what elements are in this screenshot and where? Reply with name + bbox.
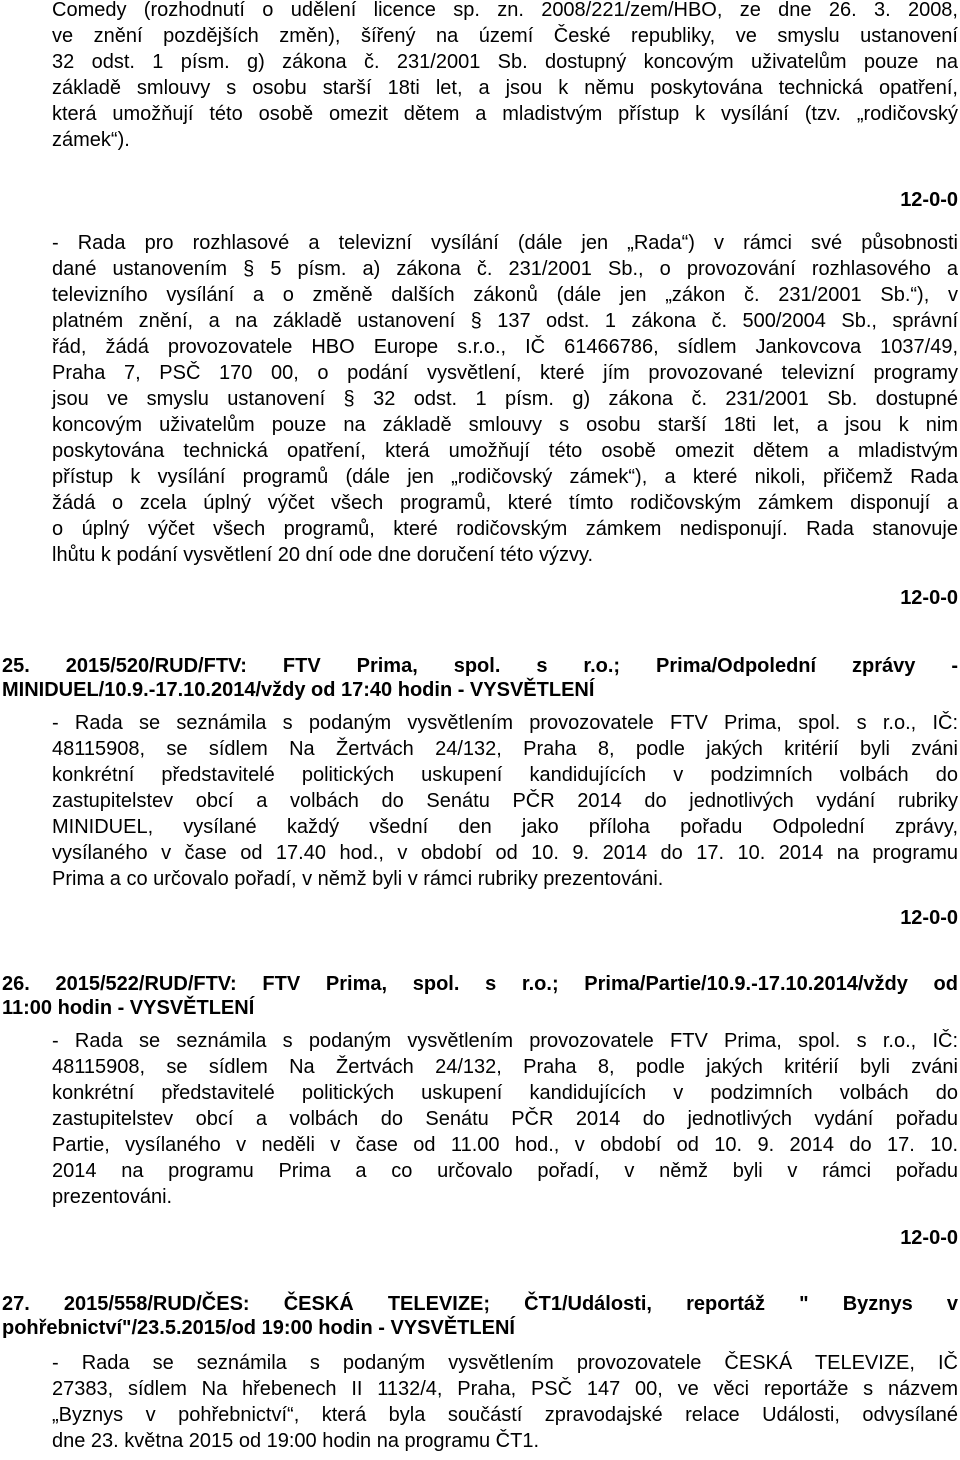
text-line: dne 23. května 2015 od 19:00 hodin na programu ČT1.: [52, 1430, 540, 1452]
text-line: konkrétní představitelé politických uskupení kandidujících v podzimních volbách do: [52, 1082, 958, 1104]
text-line: přístup k vysílání programů (dále jen „rodičovský zámek“), a které nikoli, přičemž Rada: [52, 466, 958, 488]
text-line: platném znění, a na základě ustanovení § 137 odst. 1 zákona č. 500/2004 Sb., správní: [52, 310, 958, 332]
text-line: vysílaného v čase od 17.40 hod., v období od 10. 9. 2014 do 17. 10. 2014 na programu: [52, 842, 958, 864]
text-line: - Rada se seznámila s podaným vysvětlením provozovatele ČESKÁ TELEVIZE, IČ: [52, 1352, 958, 1374]
text-line: Comedy (rozhodnutí o udělení licence sp. zn. 2008/221/zem/HBO, ze dne 26. 3. 2008,: [52, 0, 958, 21]
text-line: řád, žádá provozovatele HBO Europe s.r.o., IČ 61466786, sídlem Jankovcova 1037/49,: [52, 336, 958, 358]
text-line: žádá o zcela úplný výčet všech programů, které tímto rodičovským zámkem disponují a: [52, 492, 958, 514]
text-line: zastupitelstev obcí a volbách do Senátu PČR 2014 do jednotlivých vydání pořadu: [52, 1108, 958, 1130]
heading-line: 25. 2015/520/RUD/FTV: FTV Prima, spol. s r.o.; Prima/Odpolední zprávy -: [2, 655, 958, 677]
text-line: Partie, vysílaného v neděli v čase od 11.00 hod., v období od 10. 9. 2014 do 17. 10.: [52, 1134, 958, 1156]
text-line: prezentováni.: [52, 1186, 173, 1208]
text-line: konkrétní představitelé politických uskupení kandidujících v podzimních volbách do: [52, 764, 958, 786]
text-line: ve znění pozdějších změn), šířený na území České republiky, ve smyslu ustanovení: [52, 25, 958, 47]
text-line: „Byznys v pohřebnictví“, která byla součástí zpravodajské relace Události, odvysílané: [52, 1404, 958, 1426]
text-line: 2014 na programu Prima a co určovalo pořadí, v němž byli v rámci pořadu: [52, 1160, 958, 1182]
text-line: 32 odst. 1 písm. g) zákona č. 231/2001 Sb. dostupný koncovým uživatelům pouze na: [52, 51, 958, 73]
heading-line: pohřebnictví"/23.5.2015/od 19:00 hodin - VYSVĚTLENÍ: [2, 1317, 515, 1339]
vote-result: 12-0-0: [900, 907, 958, 929]
heading-line: 26. 2015/522/RUD/FTV: FTV Prima, spol. s r.o.; Prima/Partie/10.9.-17.10.2014/vždy od: [2, 973, 958, 995]
text-line: dané ustanovením § 5 písm. a) zákona č. 231/2001 Sb., o provozování rozhlasového a: [52, 258, 958, 280]
text-line: koncovým uživatelům pouze na základě smlouvy s osobu starší 18ti let, a jsou k nim: [52, 414, 958, 436]
text-line: jsou ve smyslu ustanovení § 32 odst. 1 písm. g) zákona č. 231/2001 Sb. dostupné: [52, 388, 958, 410]
heading-line: 11:00 hodin - VYSVĚTLENÍ: [2, 997, 255, 1019]
agenda-item-25-paragraph: [52, 710, 958, 892]
text-line: 48115908, se sídlem Na Žertvách 24/132, Praha 8, podle jakých kritérií byli zváni: [52, 1056, 958, 1078]
agenda-item-27-heading: [2, 1292, 958, 1340]
hbo-request-paragraph: [52, 230, 958, 568]
agenda-item-26-heading: [2, 972, 958, 1020]
text-line: televizního vysílání a o změně dalších zákonů (dále jen „zákon č. 231/2001 Sb.“), v: [52, 284, 958, 306]
text-line: - Rada pro rozhlasové a televizní vysílání (dále jen „Rada“) v rámci své působnosti: [52, 232, 958, 254]
text-line: lhůtu k podání vysvětlení 20 dní ode dne doručení této výzvy.: [52, 544, 594, 566]
text-line: zastupitelstev obcí a volbách do Senátu PČR 2014 do jednotlivých vydání rubriky: [52, 790, 958, 812]
text-line: - Rada se seznámila s podaným vysvětlením provozovatele FTV Prima, spol. s r.o., IČ:: [52, 1030, 958, 1052]
vote-result: 12-0-0: [900, 587, 958, 609]
vote-result: 12-0-0: [900, 1227, 958, 1249]
text-line: základě smlouvy s osobu starší 18ti let, a jsou k němu poskytována technická opatření,: [52, 77, 958, 99]
text-line: která umožňují této osobě omezit dětem a mladistvým přístup k vysílání (tzv. „rodičovský: [52, 103, 958, 125]
agenda-item-26-paragraph: [52, 1028, 958, 1210]
text-line: o úplný výčet všech programů, které rodičovským zámkem nedisponují. Rada stanovuje: [52, 518, 958, 540]
text-line: poskytována technická opatření, která umožňují této osobě omezit dětem a mladistvým: [52, 440, 958, 462]
text-line: 48115908, se sídlem Na Žertvách 24/132, Praha 8, podle jakých kritérií byli zváni: [52, 738, 958, 760]
text-line: Praha 7, PSČ 170 00, o podání vysvětlení, které jím provozované televizní programy: [52, 362, 958, 384]
text-line: 27383, sídlem Na hřebenech II 1132/4, Praha, PSČ 147 00, ve věci reportáže s názvem: [52, 1378, 958, 1400]
agenda-item-25-heading: [2, 654, 958, 702]
heading-line: MINIDUEL/10.9.-17.10.2014/vždy od 17:40 hodin - VYSVĚTLENÍ: [2, 679, 595, 701]
text-line: Prima a co určovalo pořadí, v němž byli v rámci rubriky prezentováni.: [52, 868, 664, 890]
text-line: - Rada se seznámila s podaným vysvětlením provozovatele FTV Prima, spol. s r.o., IČ:: [52, 712, 958, 734]
text-line: MINIDUEL, vysílané každý všední den jako příloha pořadu Odpolední zprávy,: [52, 816, 958, 838]
heading-line: 27. 2015/558/RUD/ČES: ČESKÁ TELEVIZE; ČT1/Události, reportáž " Byznys v: [2, 1293, 958, 1315]
intro-paragraph: [52, 0, 958, 153]
agenda-item-27-paragraph: [52, 1350, 958, 1454]
text-line: zámek“).: [52, 129, 130, 151]
vote-result: 12-0-0: [900, 189, 958, 211]
